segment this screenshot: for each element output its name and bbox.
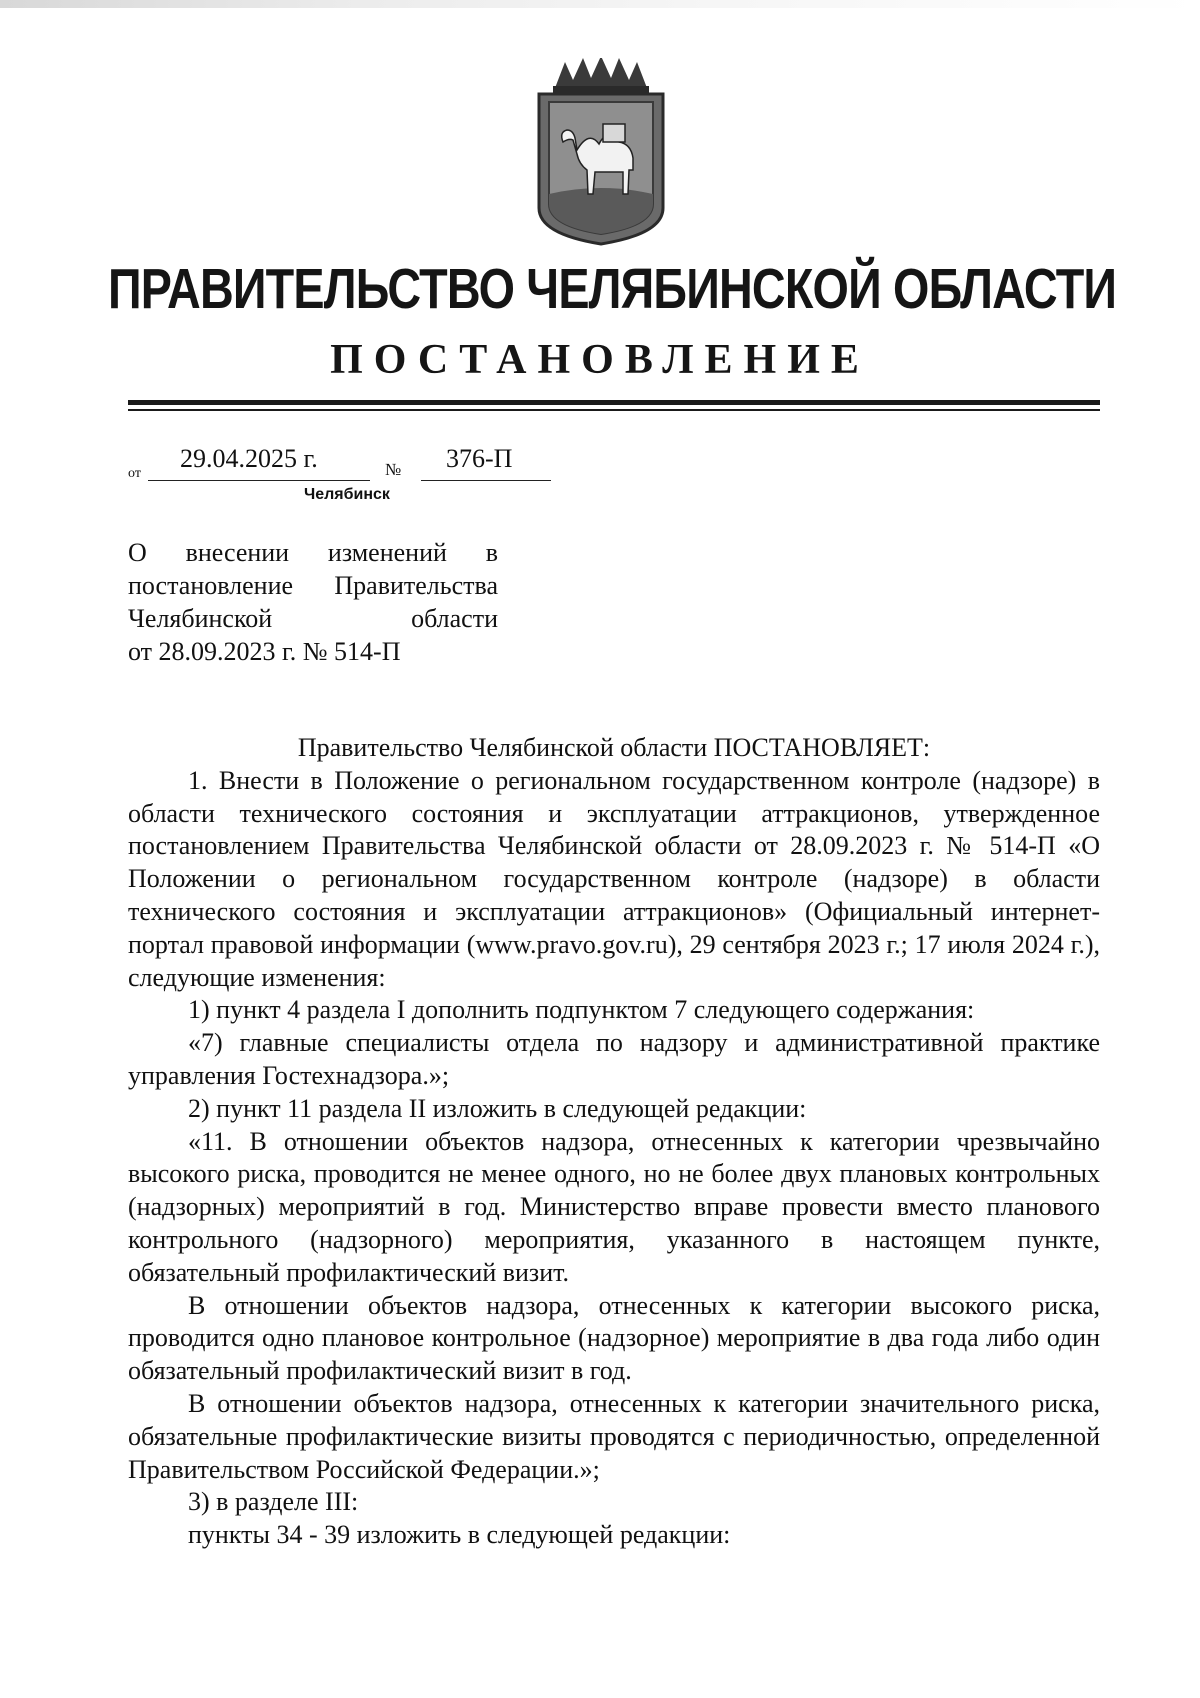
document-subject — [128, 536, 498, 668]
coat-of-arms-emblem — [533, 58, 669, 246]
body-paragraph: В отношении объектов надзора, отнесенных к категории высокого риска, проводится одно плановое контрольное (надзорное) мероприятие в два года либо один обязательный профилактический визит в год. — [128, 1290, 1100, 1386]
document-date: 29.04.2025 г. — [180, 444, 318, 473]
subject-line: от 28.09.2023 г. № 514-П — [128, 637, 401, 666]
body-paragraph: 1) пункт 4 раздела I дополнить подпунктом 7 следующего содержания: — [188, 995, 975, 1025]
body-paragraph: В отношении объектов надзора, отнесенных к категории значительного риска, обязательные профилактические визиты проводятся с периодичностью, определенной Правительством Российской Федерации.»; — [128, 1388, 1100, 1484]
number-label: № — [385, 460, 402, 479]
header-divider-thick — [128, 400, 1100, 405]
body-paragraph: 3) в разделе III: — [188, 1487, 359, 1517]
resolution-preamble: Правительство Челябинской области ПОСТАНОВЛЯЕТ: — [297, 733, 931, 762]
government-name-heading: ПРАВИТЕЛЬСТВО ЧЕЛЯБИНСКОЙ ОБЛАСТИ — [108, 257, 1117, 321]
subject-line: постановление Правительства — [128, 571, 498, 600]
scan-edge-artifact — [0, 0, 1200, 8]
body-paragraph: «11. В отношении объектов надзора, отнесенных к категории чрезвычайно высокого риска, проводится не менее одного, но не более двух плановых контрольных (надзорных) мероприятий в год. Министерство вправе провести вместо планового контрольного (надзорного) мероприятия, указанного в настоящем пункте, обязательный профилактический визит. — [128, 1126, 1100, 1287]
subject-line: Челябинской области — [128, 604, 498, 633]
header-divider-thin — [128, 409, 1100, 411]
date-underline — [148, 480, 370, 481]
crown-icon — [553, 58, 649, 94]
date-from-label: от — [128, 466, 141, 481]
body-paragraph: 2) пункт 11 раздела II изложить в следующей редакции: — [188, 1093, 807, 1123]
document-number: 376-П — [446, 444, 513, 473]
document-body — [128, 732, 1100, 1552]
issue-city: Челябинск — [304, 486, 390, 503]
body-paragraph: «7) главные специалисты отдела по надзору и административной практике управления Гостехнадзора.»; — [128, 1028, 1100, 1090]
body-paragraph: 1. Внести в Положение о региональном государственном контроле (надзоре) в области технического состояния и эксплуатации аттракционов, утвержденное постановлением Правительства Челябинской области от 28.09.2023 г. № 514-П «О Положении о региональном государственном контроле (надзоре) в области технического состояния и эксплуатации аттракционов» (Официальный интернет-портал правовой информации (www.pravo.gov.ru), 29 сентября 2023 г.; 17 июля 2024 г.), следующие изменения: — [128, 765, 1100, 992]
document-type-heading: ПОСТАНОВЛЕНИЕ — [330, 337, 870, 383]
number-underline — [421, 480, 551, 481]
subject-line: О внесении изменений в — [128, 538, 498, 567]
body-paragraph: пункты 34 - 39 изложить в следующей редакции: — [188, 1520, 731, 1550]
